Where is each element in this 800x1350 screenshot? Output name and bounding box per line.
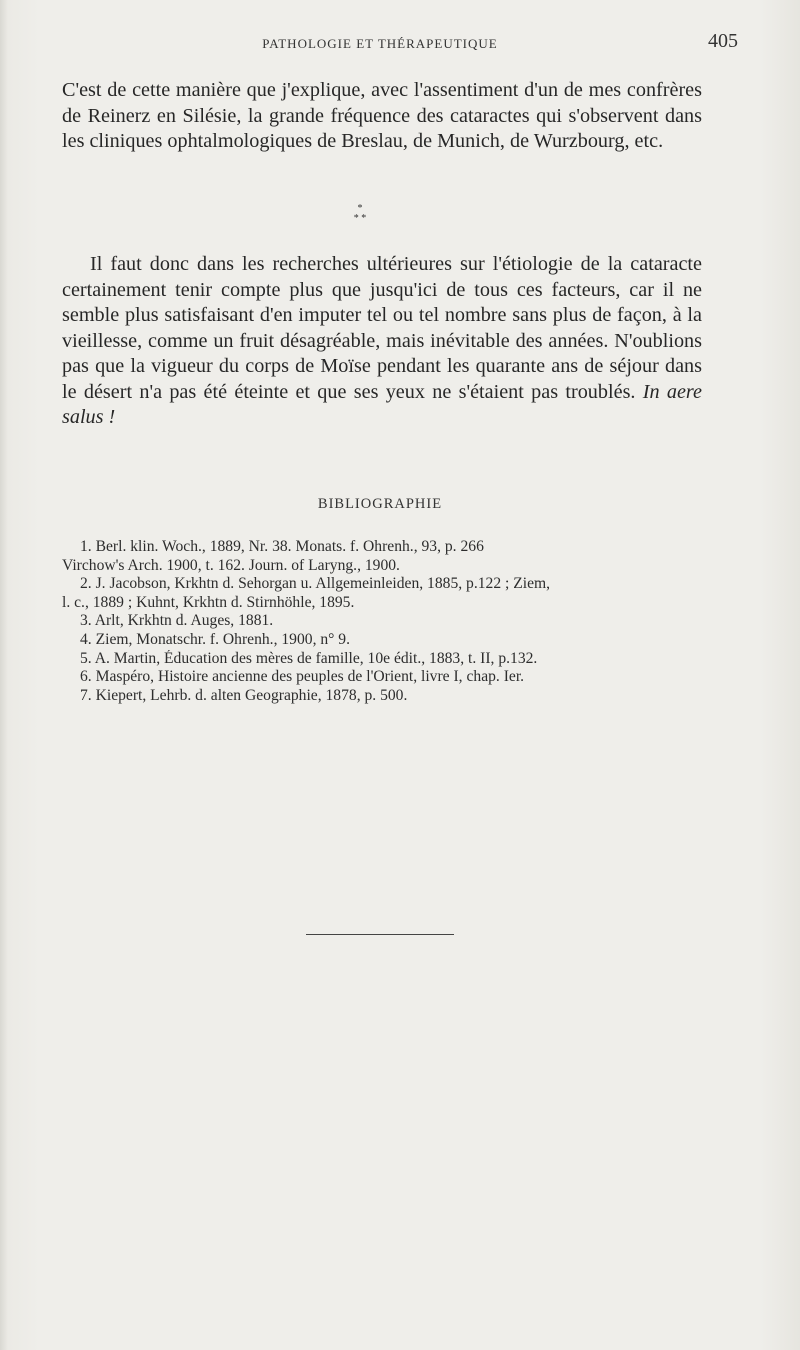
- bibliography-entry: 6. Maspéro, Histoire ancienne des peuples de l'Orient, livre I, chap. Ier.: [80, 668, 525, 686]
- page-number: 405: [708, 30, 738, 52]
- bibliography-entry: 2. J. Jacobson, Krkhtn d. Sehorgan u. Allgemeinleiden, 1885, p.122 ; Ziem,: [80, 575, 551, 593]
- paragraph-etiology: [62, 252, 702, 431]
- bibliography-entry: l. c., 1889 ; Kuhnt, Krkhtn d. Stirnhöhle, 1895.: [62, 593, 355, 611]
- paragraph-etiology-text: Il faut donc dans les recherches ultérieures sur l'étiologie de la cataracte certainement tenir compte plus que jusqu'ici de tous ces facteurs, car il ne semble plus satisfaisant d'en imputer tel ou tel nombre sans plus de façon, à la vieillesse, comme un fruit désagréable, mais inévitable des années. N'oublions pas que la vigueur du corps de Moïse pendant les quarante ans de séjour dans le désert n'a pas été éteinte et que ses yeux ne s'étaient pas troublés.: [62, 253, 702, 403]
- bibliography-entry: 5. A. Martin, Éducation des mères de famille, 10e édit., 1883, t. II, p.132.: [80, 649, 538, 667]
- page-header: [0, 30, 800, 60]
- running-title: PATHOLOGIE ET THÉRAPEUTIQUE: [262, 36, 498, 51]
- bibliography-entry: 1. Berl. klin. Woch., 1889, Nr. 38. Monats. f. Ohrenh., 93, p. 266: [80, 538, 484, 555]
- asterisk-top: *: [357, 203, 363, 214]
- paragraph-cataract-frequency: C'est de cette manière que j'explique, avec l'assentiment d'un de mes confrères de Reinerz en Silésie, la grande fréquence des cataractes qui s'observent dans les cliniques ophtalmologiques de Breslau, de Munich, de Wurzbourg, etc.: [62, 79, 702, 152]
- bibliography-entry: 4. Ziem, Monatschr. f. Ohrenh., 1900, n° 9.: [80, 630, 350, 648]
- section-separator-asterisks: [340, 204, 380, 226]
- asterisk-bottom: * *: [353, 213, 367, 224]
- bibliography-entry: Virchow's Arch. 1900, t. 162. Journ. of Laryng., 1900.: [62, 556, 400, 574]
- end-rule: [306, 934, 454, 935]
- closing-italic-phrase: In aere salus !: [62, 380, 702, 428]
- bibliography-list: [62, 538, 712, 705]
- bibliography-entry: 3. Arlt, Krkhtn d. Auges, 1881.: [80, 612, 274, 630]
- bibliography-entry: 7. Kiepert, Lehrb. d. alten Geographie, 1878, p. 500.: [80, 686, 408, 704]
- bibliography-heading: BIBLIOGRAPHIE: [317, 496, 443, 512]
